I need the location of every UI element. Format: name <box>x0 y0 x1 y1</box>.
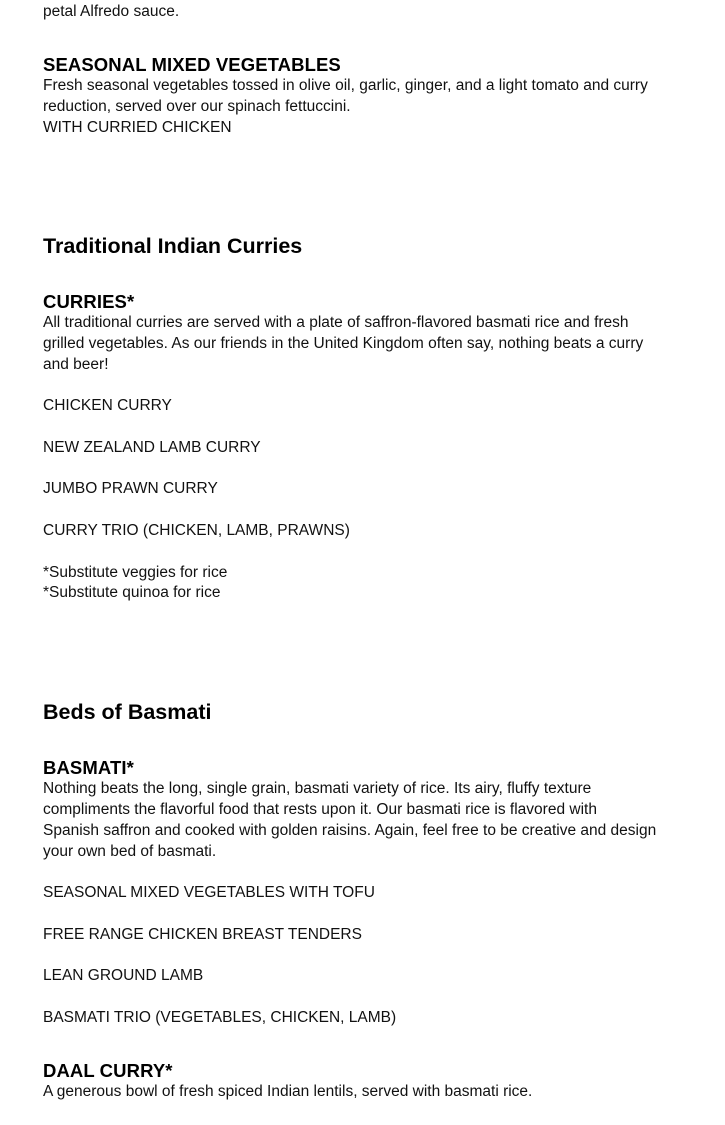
substitution-note: *Substitute quinoa for rice <box>43 584 221 601</box>
substitution-note: *Substitute veggies for rice <box>43 564 228 581</box>
basmati-option: FREE RANGE CHICKEN BREAST TENDERS <box>43 926 362 943</box>
description-line: compliments the flavorful food that rests upon it. Our basmati rice is flavored with <box>43 801 597 818</box>
description-line: Nothing beats the long, single grain, basmati variety of rice. Its airy, fluffy texture <box>43 780 592 797</box>
basmati-title: BASMATI* <box>43 757 134 778</box>
daal-curry-description: A generous bowl of fresh spiced Indian lentils, served with basmati rice. <box>43 1083 533 1100</box>
section-heading-indian-curries: Traditional Indian Curries <box>43 234 303 258</box>
description-line: and beer! <box>43 356 109 373</box>
description-line: grilled vegetables. As our friends in the United Kingdom often say, nothing beats a curry <box>43 335 644 352</box>
seasonal-vegetables-title: SEASONAL MIXED VEGETABLES <box>43 54 341 75</box>
basmati-option: BASMATI TRIO (VEGETABLES, CHICKEN, LAMB) <box>43 1009 397 1026</box>
curries-title: CURRIES* <box>43 291 135 312</box>
seasonal-vegetables-option: WITH CURRIED CHICKEN <box>43 119 232 136</box>
section-heading-basmati: Beds of Basmati <box>43 700 212 724</box>
description-line: your own bed of basmati. <box>43 843 217 860</box>
description-line: Spanish saffron and cooked with golden raisins. Again, feel free to be creative and design <box>43 822 657 839</box>
description-line: reduction, served over our spinach fettuccini. <box>43 98 351 115</box>
daal-curry-title: DAAL CURRY* <box>43 1060 173 1081</box>
curries-description <box>43 312 708 375</box>
alfredo-description-tail: petal Alfredo sauce. <box>43 3 180 20</box>
curry-option: JUMBO PRAWN CURRY <box>43 480 218 497</box>
basmati-option: LEAN GROUND LAMB <box>43 967 204 984</box>
basmati-option: SEASONAL MIXED VEGETABLES WITH TOFU <box>43 884 375 901</box>
curry-option: NEW ZEALAND LAMB CURRY <box>43 439 261 456</box>
description-line: All traditional curries are served with a plate of saffron-flavored basmati rice and fresh <box>43 314 629 331</box>
description-line: Fresh seasonal vegetables tossed in olive oil, garlic, ginger, and a light tomato and curry <box>43 77 648 94</box>
basmati-description <box>43 778 708 862</box>
seasonal-vegetables-description <box>43 75 708 117</box>
curry-option: CURRY TRIO (CHICKEN, LAMB, PRAWNS) <box>43 522 350 539</box>
curry-option: CHICKEN CURRY <box>43 397 172 414</box>
